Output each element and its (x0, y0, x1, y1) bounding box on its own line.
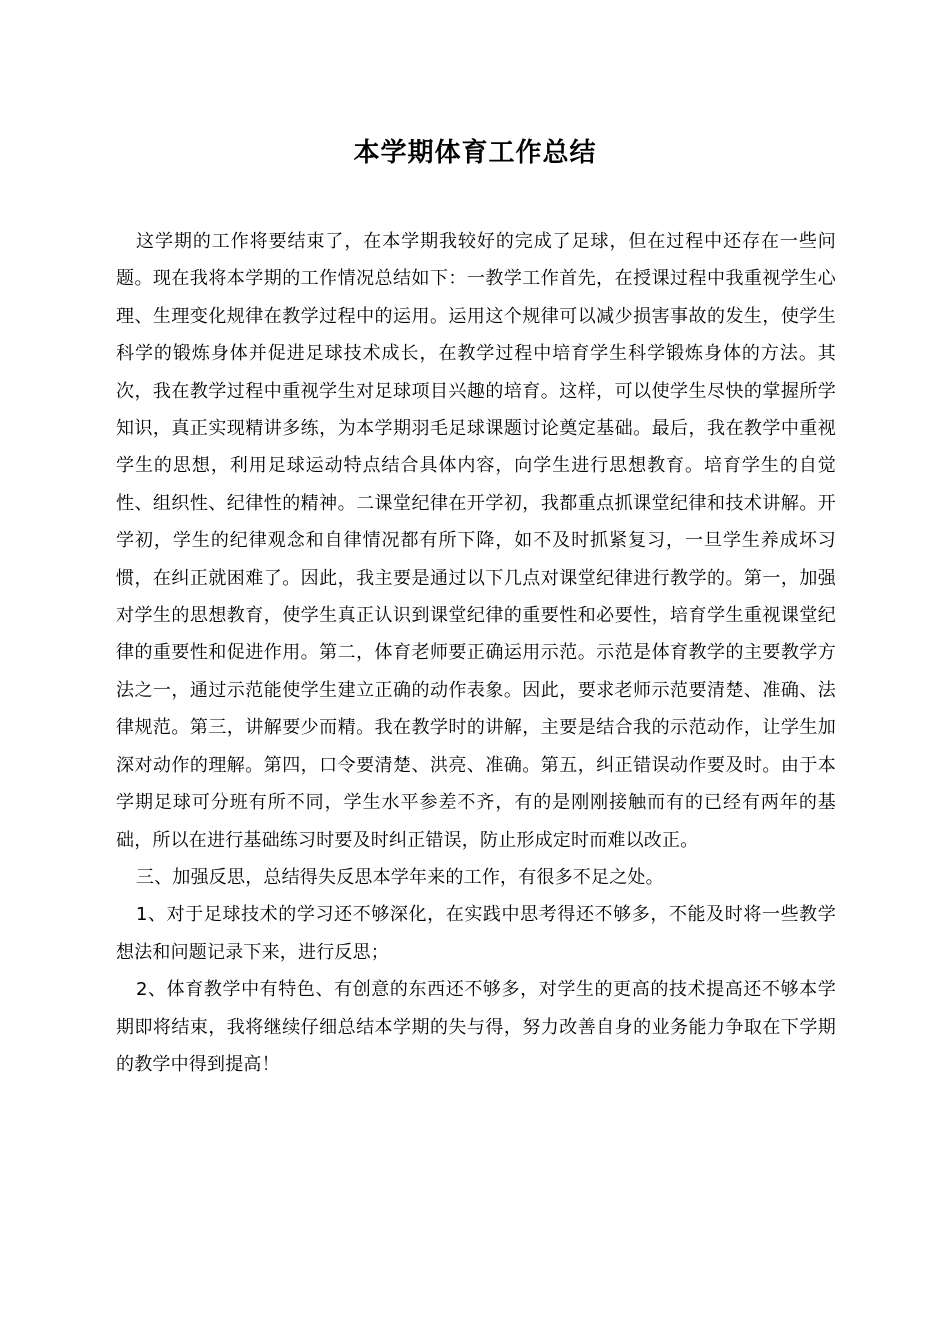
paragraph-reflection: 三、加强反思，总结得失反思本学年来的工作，有很多不足之处。 (136, 866, 664, 888)
document-body (116, 223, 836, 1083)
document-title: 本学期体育工作总结 (353, 138, 597, 168)
paragraph-point-1: 1、对于足球技术的学习还不够深化，在实践中思考得还不够多，不能及时将一些教学想法和问题记录下来，进行反思； (116, 904, 836, 963)
paragraph-summary: 这学期的工作将要结束了，在本学期我较好的完成了足球，但在过程中还存在一些问题。现在我将本学期的工作情况总结如下：一教学工作首先，在授课过程中我重视学生心理、生理变化规律在教学过程中的运用。运用这个规律可以减少损害事故的发生，使学生科学的锻炼身体并促进足球技术成长，在教学过程中培育学生科学锻炼身体的方法。其次，我在教学过程中重视学生对足球项目兴趣的培育。这样，可以使学生尽快的掌握所学知识，真正实现精讲多练，为本学期羽毛足球课题讨论奠定基础。最后，我在教学中重视学生的思想，利用足球运动特点结合具体内容，向学生进行思想教育。培育学生的自觉性、组织性、纪律性的精神。二课堂纪律在开学初，我都重点抓课堂纪律和技术讲解。开学初，学生的纪律观念和自律情况都有所下降，如不及时抓紧复习，一旦学生养成坏习惯，在纠正就困难了。因此，我主要是通过以下几点对课堂纪律进行教学的。第一，加强对学生的思想教育，使学生真正认识到课堂纪律的重要性和必要性，培育学生重视课堂纪律的重要性和促进作用。第二，体育老师要正确运用示范。示范是体育教学的主要教学方法之一，通过示范能使学生建立正确的动作表象。因此，要求老师示范要清楚、准确、法律规范。第三，讲解要少而精。我在教学时的讲解，主要是结合我的示范动作，让学生加深对动作的理解。第四，口令要清楚、洪亮、准确。第五，纠正错误动作要及时。由于本学期足球可分班有所不同，学生水平参差不齐，有的是刚刚接触而有的已经有两年的基础，所以在进行基础练习时要及时纠正错误，防止形成定时而难以改正。 (116, 231, 836, 851)
paragraph-point-2: 2、体育教学中有特色、有创意的东西还不够多，对学生的更高的技术提高还不够本学期即将结束，我将继续仔细总结本学期的失与得，努力改善自身的业务能力争取在下学期的教学中得到提高！ (116, 979, 836, 1075)
